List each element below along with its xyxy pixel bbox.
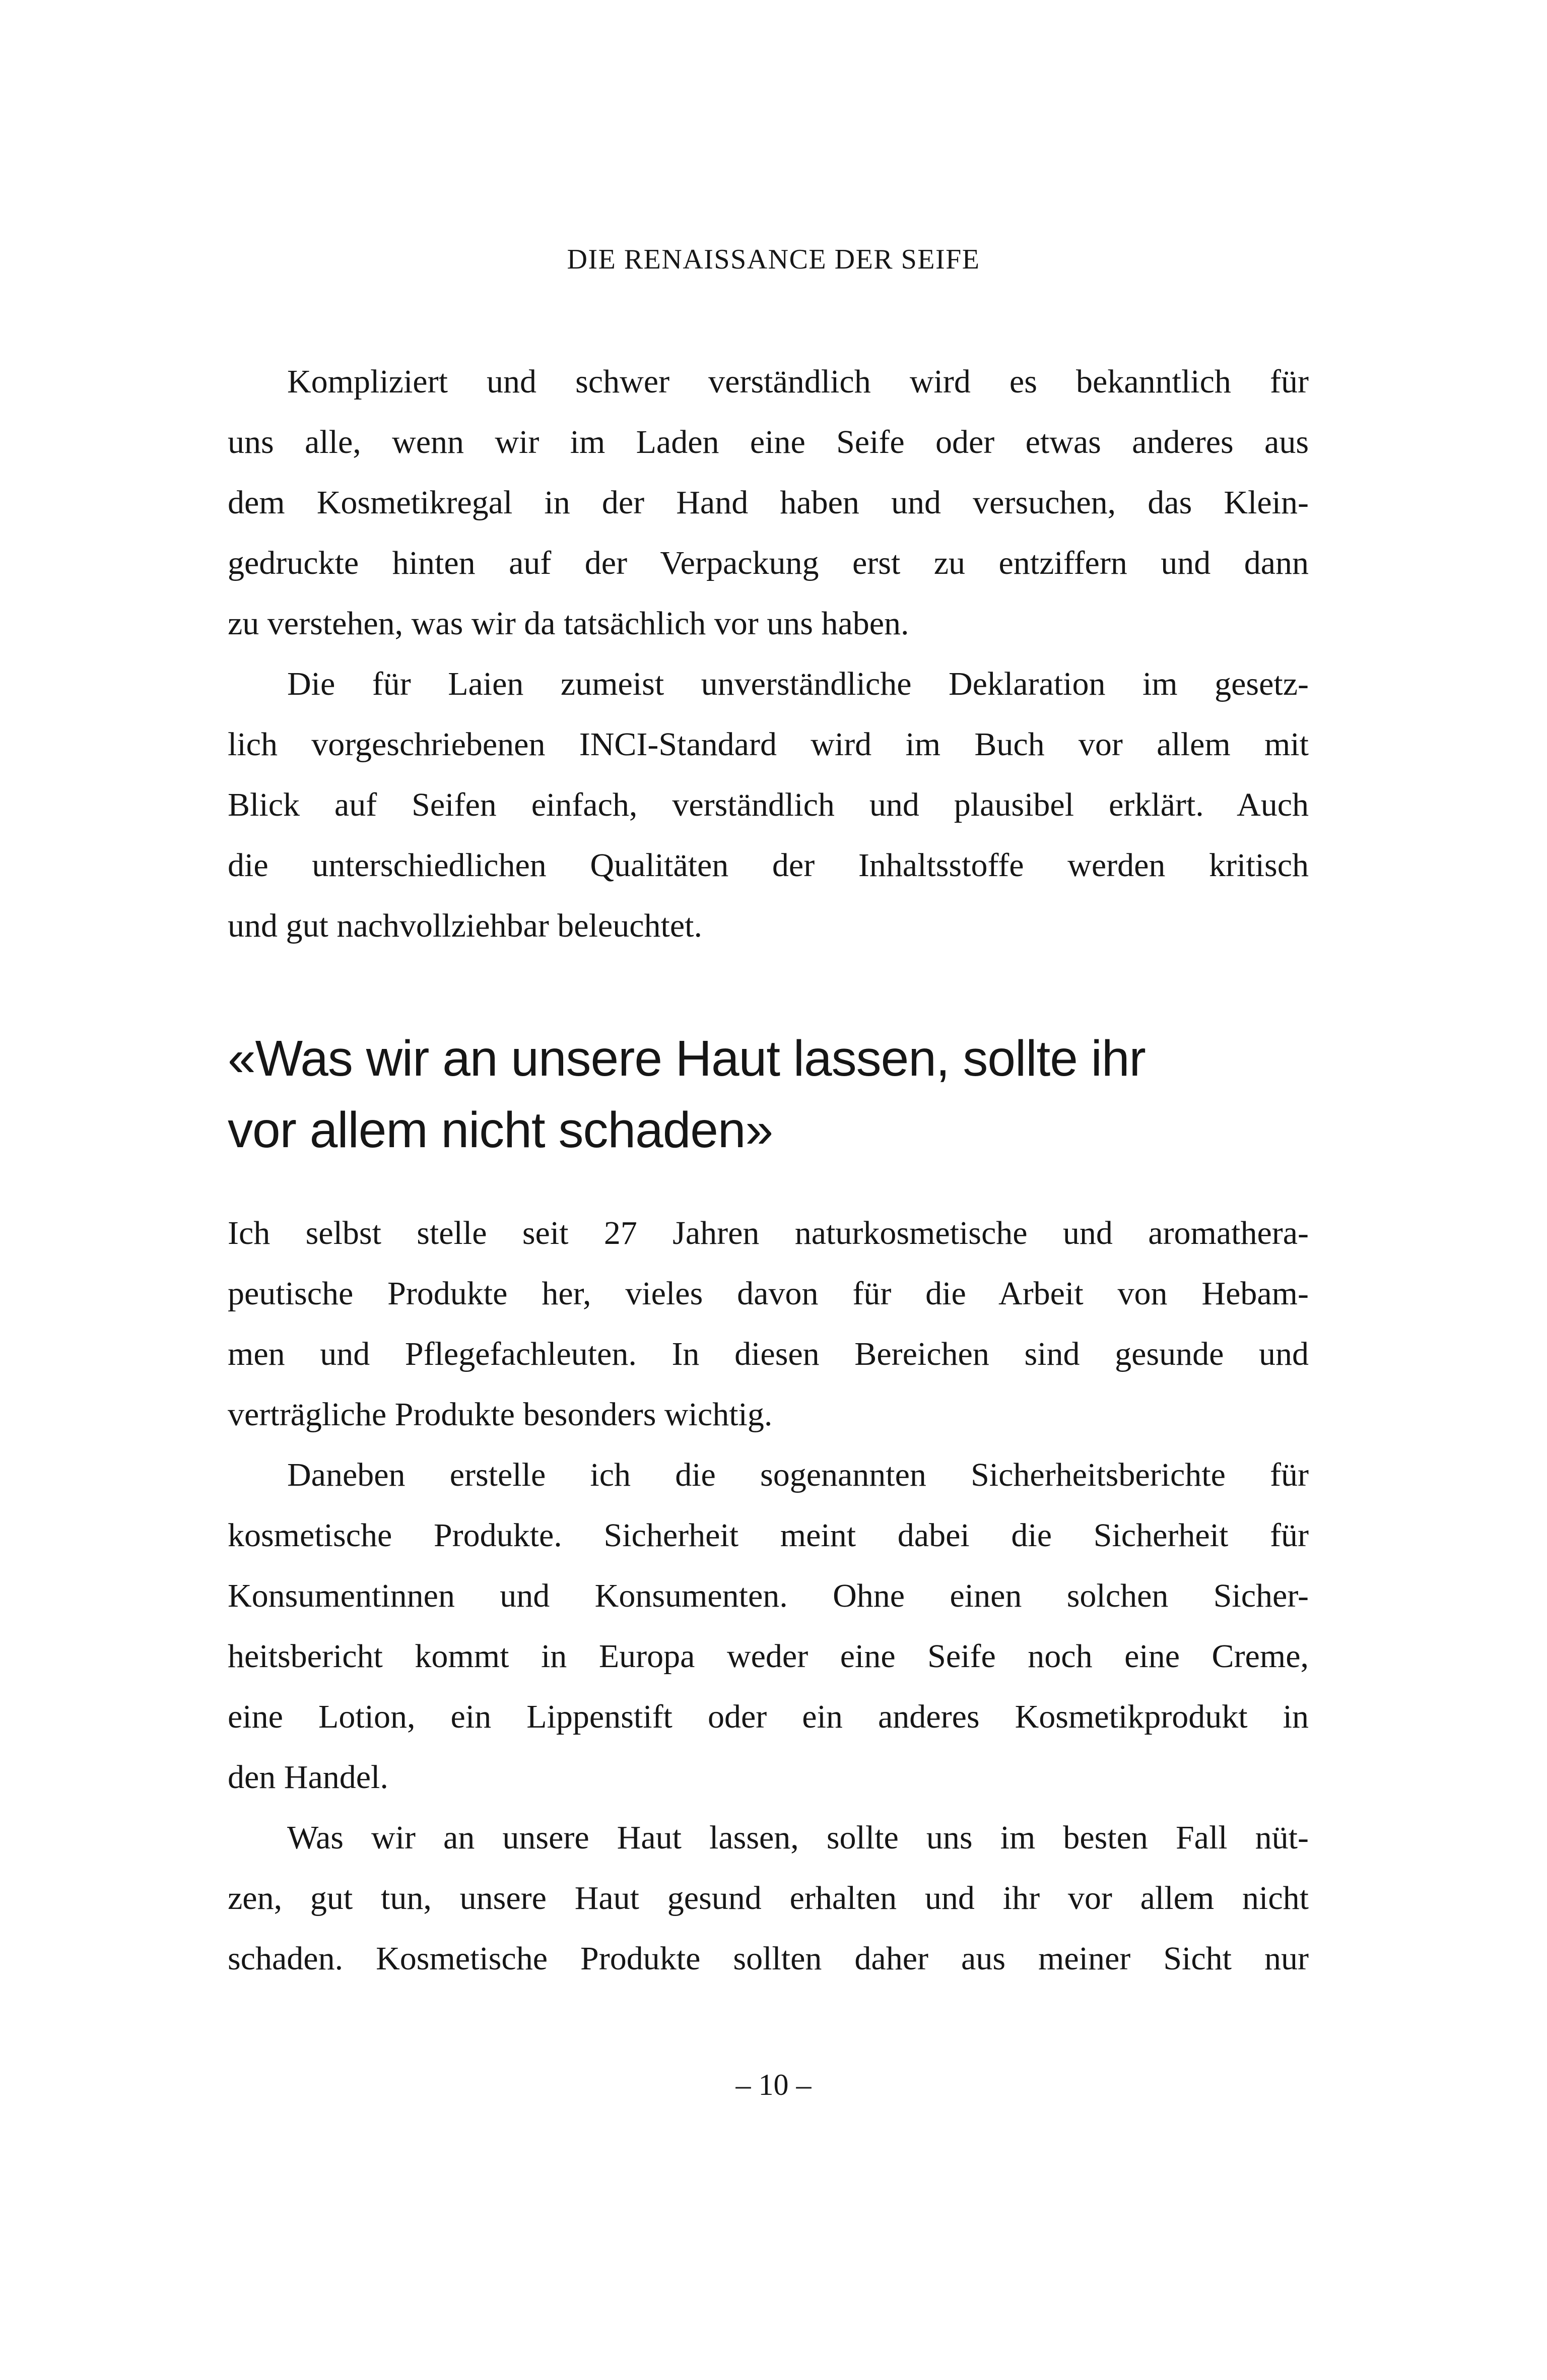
paragraph-line: verträgliche Produkte besonders wichtig. bbox=[228, 1396, 773, 1433]
paragraph-line: Blick auf Seifen einfach, verständlich und plausibel erklärt. Auch bbox=[228, 786, 1309, 823]
paragraph-line: Ich selbst stelle seit 27 Jahren naturkosmetische und aromathera- bbox=[228, 1215, 1309, 1251]
paragraph-line: den Handel. bbox=[228, 1759, 388, 1796]
paragraph-line: kosmetische Produkte. Sicherheit meint dabei die Sicherheit für bbox=[228, 1517, 1309, 1554]
paragraph bbox=[228, 1445, 1309, 1808]
paragraph-line: gedruckte hinten auf der Verpackung erst zu entziffern und dann bbox=[228, 545, 1309, 581]
paragraph-line: die unterschiedlichen Qualitäten der Inhaltsstoffe werden kritisch bbox=[228, 847, 1309, 884]
paragraph-line: peutische Produkte her, vieles davon für die Arbeit von Hebam- bbox=[228, 1275, 1309, 1312]
paragraph-line: Daneben erstelle ich die sogenannten Sicherheitsberichte für bbox=[287, 1457, 1309, 1493]
heading-line: «Was wir an unsere Haut lassen, sollte ihr bbox=[228, 1030, 1146, 1087]
heading-line: vor allem nicht schaden» bbox=[228, 1102, 773, 1158]
paragraph-line: heitsbericht kommt in Europa weder eine Seife noch eine Creme, bbox=[228, 1638, 1309, 1675]
paragraph-line: uns alle, wenn wir im Laden eine Seife oder etwas anderes aus bbox=[228, 424, 1309, 460]
paragraph bbox=[228, 1203, 1309, 1445]
paragraph-line: men und Pflegefachleuten. In diesen Bereichen sind gesunde und bbox=[228, 1336, 1309, 1372]
paragraph-line: Die für Laien zumeist unverständliche Deklaration im gesetz- bbox=[287, 666, 1309, 702]
running-header: DIE RENAISSANCE DER SEIFE bbox=[567, 244, 980, 275]
paragraph-line: zen, gut tun, unsere Haut gesund erhalten und ihr vor allem nicht bbox=[228, 1880, 1309, 1916]
paragraph-line: zu verstehen, was wir da tatsächlich vor uns haben. bbox=[228, 605, 909, 642]
section-heading bbox=[228, 1023, 1309, 1166]
paragraph-line: eine Lotion, ein Lippenstift oder ein anderes Kosmetikprodukt in bbox=[228, 1698, 1309, 1735]
paragraph-line: Kompliziert und schwer verständlich wird es bekanntlich für bbox=[287, 363, 1309, 400]
paragraph bbox=[228, 654, 1309, 956]
paragraph-line: lich vorgeschriebenen INCI-Standard wird im Buch vor allem mit bbox=[228, 726, 1309, 763]
paragraph-line: schaden. Kosmetische Produkte sollten daher aus meiner Sicht nur bbox=[228, 1940, 1309, 1977]
paragraph-line: Was wir an unsere Haut lassen, sollte uns im besten Fall nüt- bbox=[287, 1819, 1309, 1856]
page-number: – 10 – bbox=[735, 2068, 812, 2101]
paragraph-line: Konsumentinnen und Konsumenten. Ohne einen solchen Sicher- bbox=[228, 1577, 1309, 1614]
paragraph bbox=[228, 352, 1309, 654]
text-block bbox=[228, 352, 1309, 1989]
paragraph-line: dem Kosmetikregal in der Hand haben und versuchen, das Klein- bbox=[228, 484, 1309, 521]
paragraph bbox=[228, 1808, 1309, 1989]
paragraph-line: und gut nachvollziehbar beleuchtet. bbox=[228, 907, 702, 944]
